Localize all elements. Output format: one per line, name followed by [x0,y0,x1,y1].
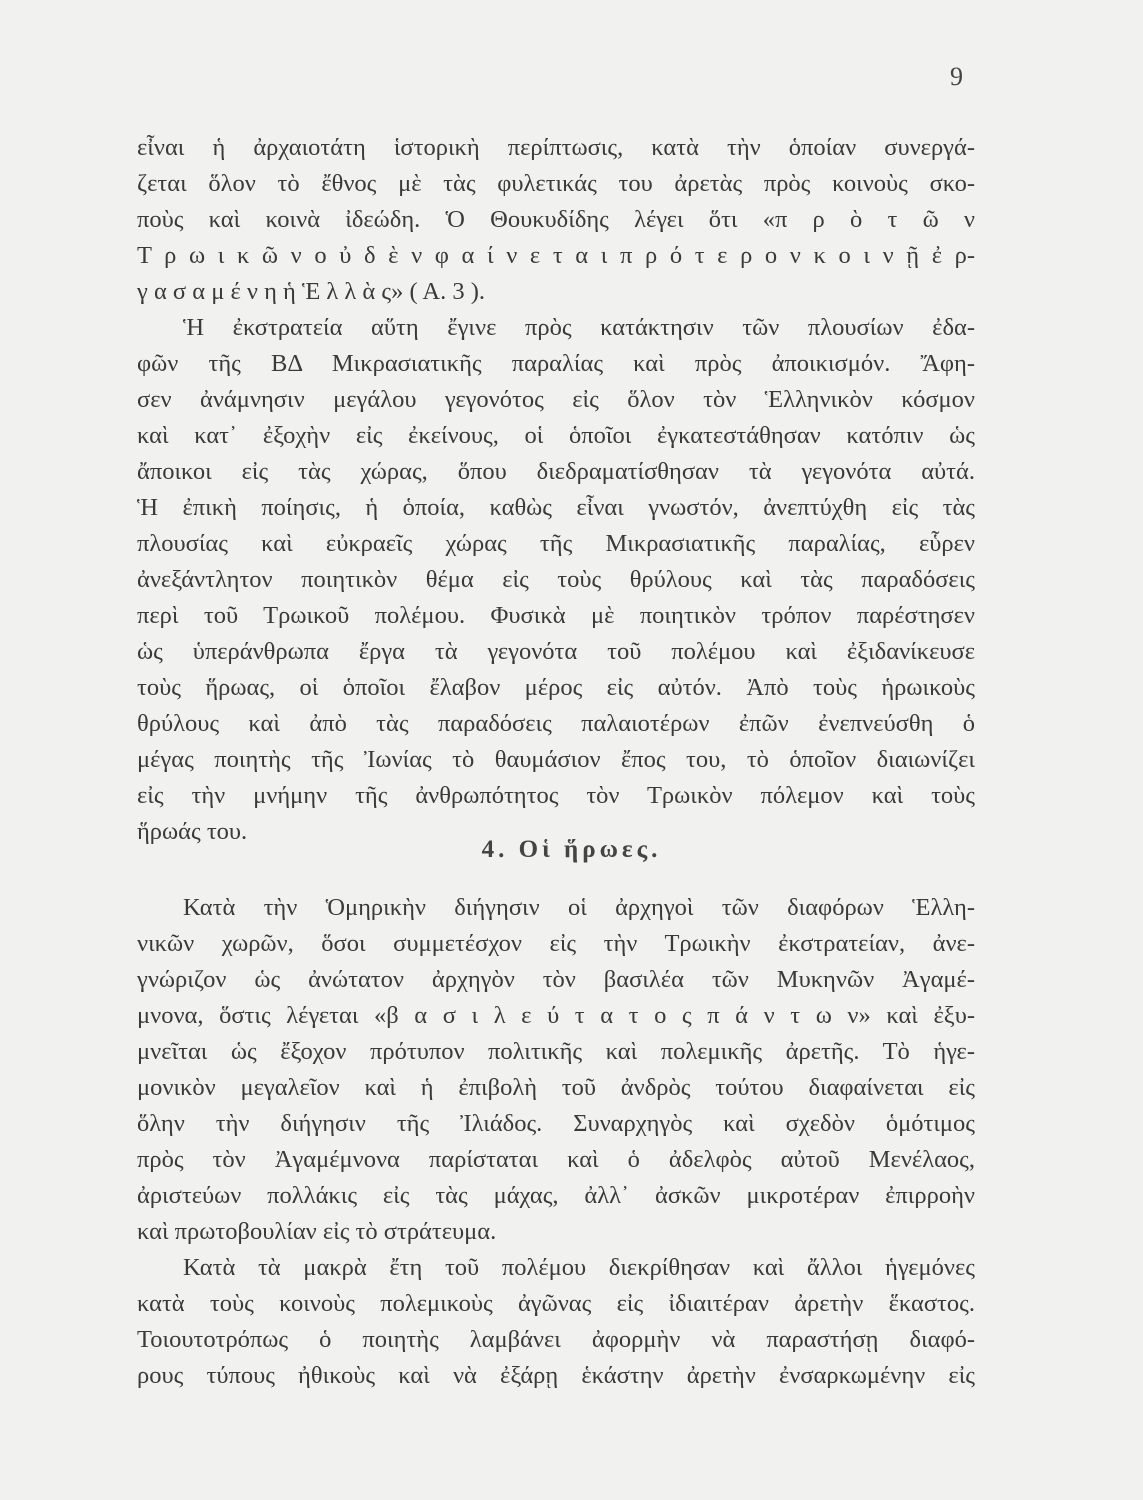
text-line: εἰς τὴν μνήμην τῆς ἀνθρωπότητος τὸν Τρωικὸν πόλεμον καὶ τοὺς [137,782,975,809]
text-line: Τοιουτοτρόπως ὁ ποιητὴς λαμβάνει ἀφορμὴν νὰ παραστήσῃ διαφό- [137,1326,975,1353]
text-line: ποὺς καὶ κοινὰ ἰδεώδη. Ὁ Θουκυδίδης λέγει ὅτι «π ρ ὸ τ ῶ ν [137,206,975,233]
text-line: ὡς ὑπεράνθρωπα ἔργα τὰ γεγονότα τοῦ πολέμου καὶ ἐξιδανίκευσε [137,638,975,665]
text-line: ἥρωάς του. [137,818,248,845]
text-line: μνεῖται ὡς ἔξοχον πρότυπον πολιτικῆς καὶ πολεμικῆς ἀρετῆς. Τὸ ἡγε- [137,1038,975,1065]
text-line: ὅλην τὴν διήγησιν τῆς Ἰλιάδος. Συναρχηγὸς καὶ σχεδὸν ὁμότιμος [137,1110,975,1137]
text-line: γ α σ α μ έ ν η ἡ Ἑ λ λ ὰ ς» ( Α. 3 ). [137,278,485,305]
text-line: καὶ κατ᾿ ἐξοχὴν εἰς ἐκείνους, οἱ ὁποῖοι ἐγκατεστάθησαν κατόπιν ὡς [137,422,975,449]
text-line: πρὸς τὸν Ἀγαμέμνονα παρίσταται καὶ ὁ ἀδελφὸς αὐτοῦ Μενέλαος, [137,1146,975,1173]
text-line: περὶ τοῦ Τρωικοῦ πολέμου. Φυσικὰ μὲ ποιητικὸν τρόπον παρέστησεν [137,602,975,629]
text-line: πλουσίας καὶ εὐκραεῖς χώρας τῆς Μικρασιατικῆς παραλίας, εὗρεν [137,530,975,557]
text-line: φῶν τῆς ΒΔ Μικρασιατικῆς παραλίας καὶ πρὸς ἀποικισμόν. Ἄφη- [137,350,975,377]
page-number: 9 [950,62,963,91]
text-line: ρους τύπους ἠθικοὺς καὶ νὰ ἐξάρῃ ἑκάστην ἀρετὴν ἐνσαρκωμένην εἰς [137,1362,975,1389]
section-heading: 4. Οἱ ἥρωες. [481,836,662,863]
text-line: Ἡ ἐκστρατεία αὕτη ἔγινε πρὸς κατάκτησιν τῶν πλουσίων ἐδα- [183,314,975,341]
text-line: σεν ἀνάμνησιν μεγάλου γεγονότος εἰς ὅλον τὸν Ἑλληνικὸν κόσμον [137,386,975,413]
text-line: κατὰ τοὺς κοινοὺς πολεμικοὺς ἀγῶνας εἰς ἰδιαιτέραν ἀρετὴν ἕκαστος. [137,1290,975,1317]
text-line: ἄποικοι εἰς τὰς χώρας, ὅπου διεδραματίσθησαν τὰ γεγονότα αὐτά. [137,458,975,485]
text-line: Τ ρ ω ι κ ῶ ν ο ὐ δ ὲ ν φ α ί ν ε τ α ι π ρ ό τ ε ρ ο ν κ ο ι ν ῇ ἐ ρ- [137,242,975,269]
text-line: ἀνεξάντλητον ποιητικὸν θέμα εἰς τοὺς θρύλους καὶ τὰς παραδόσεις [137,566,975,593]
text-line: μνονα, ὅστις λέγεται «β α σ ι λ ε ύ τ α τ ο ς π ά ν τ ω ν» καὶ ἐξυ- [137,1002,975,1029]
text-line: θρύλους καὶ ἀπὸ τὰς παραδόσεις παλαιοτέρων ἐπῶν ἐνεπνεύσθη ὁ [137,710,975,737]
text-line: νικῶν χωρῶν, ὅσοι συμμετέσχον εἰς τὴν Τρωικὴν ἐκστρατείαν, ἀνε- [137,930,975,957]
text-line: γνώριζον ὡς ἀνώτατον ἀρχηγὸν τὸν βασιλέα τῶν Μυκηνῶν Ἀγαμέ- [137,966,975,993]
text-line: ἀριστεύων πολλάκις εἰς τὰς μάχας, ἀλλ᾿ ἀσκῶν μικροτέραν ἐπιρροὴν [137,1182,975,1209]
text-line: μονικὸν μεγαλεῖον καὶ ἡ ἐπιβολὴ τοῦ ἀνδρὸς τούτου διαφαίνεται εἰς [137,1074,975,1101]
text-line: καὶ πρωτοβουλίαν εἰς τὸ στράτευμα. [137,1218,497,1245]
text-line: τοὺς ἥρωας, οἱ ὁποῖοι ἔλαβον μέρος εἰς αὐτόν. Ἀπὸ τοὺς ἡρωικοὺς [137,674,975,701]
text-line: μέγας ποιητὴς τῆς Ἰωνίας τὸ θαυμάσιον ἔπος του, τὸ ὁποῖον διαιωνίζει [137,746,975,773]
text-line: Κατὰ τὰ μακρὰ ἔτη τοῦ πολέμου διεκρίθησαν καὶ ἄλλοι ἡγεμόνες [183,1254,975,1281]
text-line: εἶναι ἡ ἀρχαιοτάτη ἱστορικὴ περίπτωσις, κατὰ τὴν ὁποίαν συνεργά- [137,134,975,161]
text-line: Κατὰ τὴν Ὁμηρικὴν διήγησιν οἱ ἀρχηγοὶ τῶν διαφόρων Ἑλλη- [183,894,975,921]
text-line: Ἡ ἐπικὴ ποίησις, ἡ ὁποία, καθὼς εἶναι γνωστόν, ἀνεπτύχθη εἰς τὰς [137,494,975,521]
text-line: ζεται ὅλον τὸ ἔθνος μὲ τὰς φυλετικάς του ἀρετὰς πρὸς κοινοὺς σκο- [137,170,975,197]
